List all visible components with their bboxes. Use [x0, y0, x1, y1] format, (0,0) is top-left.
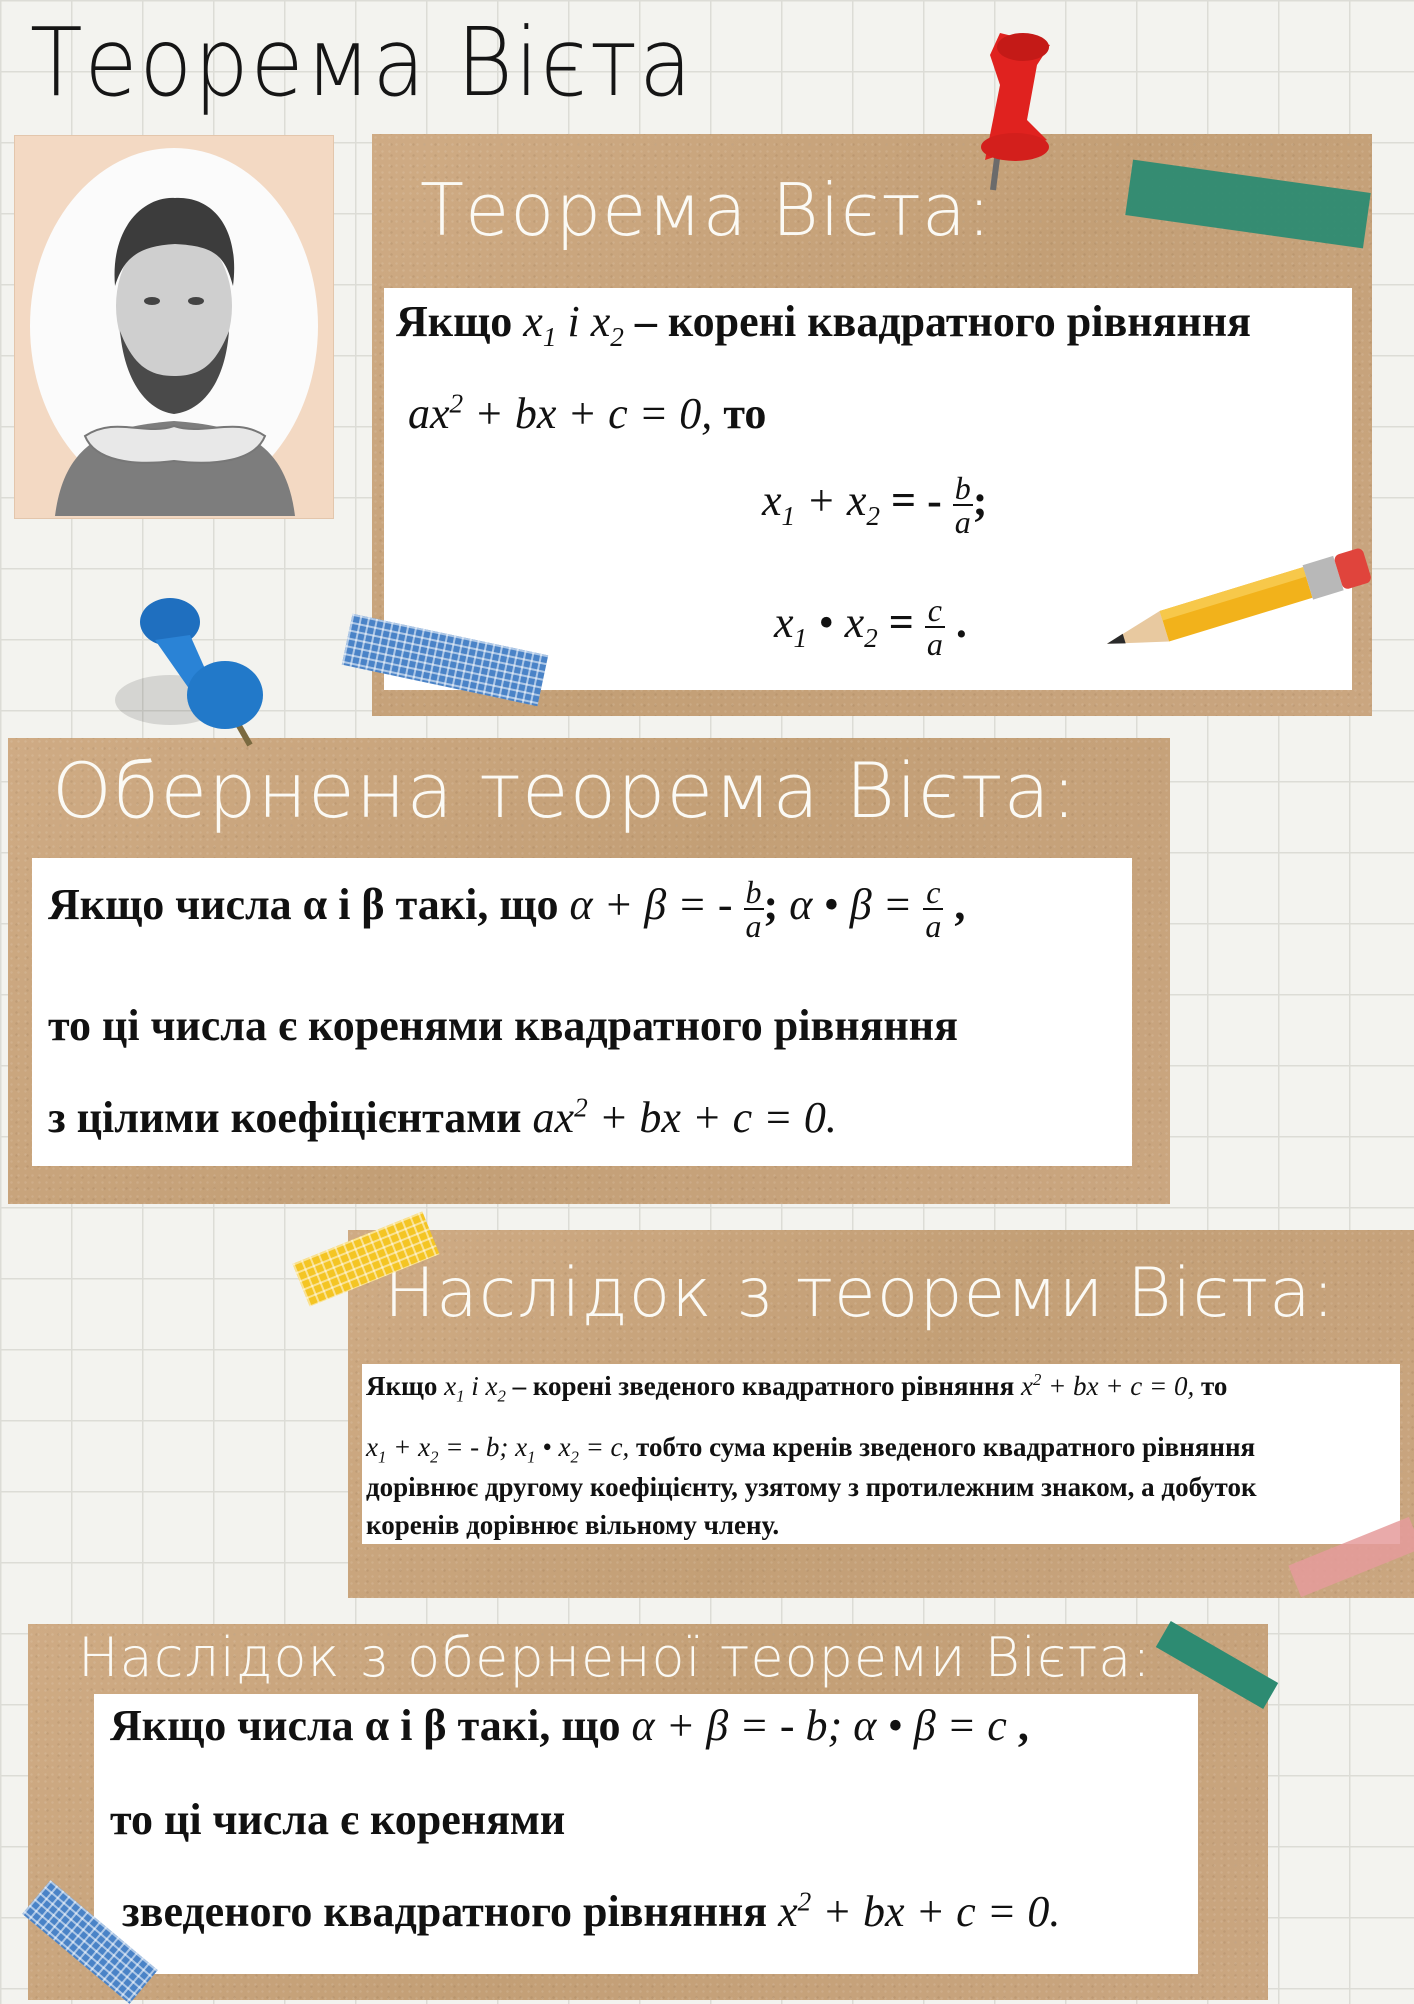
cc-line1 — [110, 1700, 1029, 1751]
cc-line3-prefix: зведеного квадратного рівняння — [122, 1887, 768, 1936]
cor2-plus: + x — [393, 1432, 431, 1462]
corollary-x2-sub: 2 — [497, 1386, 506, 1406]
corollary-prefix: Якщо — [366, 1371, 438, 1401]
page-title: Теорема Вієта — [30, 8, 694, 118]
corollary-eq-rest: + bx + c = 0, — [1048, 1371, 1195, 1401]
converse-eq-exp: 2 — [574, 1092, 588, 1123]
sum-end: ; — [972, 476, 988, 526]
cor2-rest: тобто сума кренів зведеного квадратного рівняння — [636, 1432, 1256, 1462]
theorem-eq-then: то — [723, 389, 767, 438]
cc-line1-math: α + β = - b; α • β = c — [631, 1701, 1007, 1750]
theorem-line1-suffix: – корені квадратного рівняння — [634, 297, 1251, 346]
sum-x1-sub: 1 — [781, 500, 796, 531]
converse-end: , — [954, 880, 966, 930]
cor2-x2-sub: 2 — [430, 1447, 439, 1467]
corollary-line1 — [366, 1370, 1227, 1406]
corollary-x1-sub: 1 — [456, 1386, 465, 1406]
sum-den: a — [954, 504, 971, 540]
theorem-line1 — [396, 296, 1251, 353]
corollary-eq-exp: 2 — [1032, 1370, 1042, 1389]
theorem-eq-rest: + bx + c = 0, — [474, 389, 713, 438]
corollary-mid: – корені зведеного квадратного рівняння — [512, 1371, 1015, 1401]
sum-eq: = - — [891, 476, 942, 526]
prod-den: a — [926, 626, 943, 662]
cc-line2: то ці числа є коренями — [110, 1795, 566, 1844]
blue-pushpin-icon — [110, 590, 280, 760]
converse-prod: α • β = — [789, 880, 913, 930]
cor2-eq: = - b; x — [445, 1432, 528, 1462]
theorem-x1-sub: 1 — [542, 321, 557, 352]
converse-num-c: c — [923, 876, 943, 910]
cc-line1-prefix: Якщо числа α і β такі, що — [110, 1701, 621, 1750]
card-converse-title: Обернена теорема Вієта: — [52, 746, 1078, 835]
converse-sum: α + β = - — [569, 880, 733, 930]
converse-line1-prefix: Якщо числа α і β такі, що — [48, 880, 559, 930]
prod-fraction — [925, 594, 945, 660]
cor2-x1: x — [366, 1432, 378, 1462]
theorem-line1-prefix: Якщо — [396, 297, 513, 346]
converse-den-a: a — [745, 908, 762, 944]
theorem-x1: x — [523, 297, 543, 346]
corollary-x2: x — [485, 1371, 498, 1401]
corollary-line2 — [366, 1432, 1255, 1467]
prod-end: . — [955, 598, 967, 648]
cor2-dot: • x — [542, 1432, 571, 1462]
sum-fraction — [953, 472, 973, 538]
cc-line1-end: , — [1017, 1701, 1029, 1750]
cc-eq-x: x — [778, 1887, 798, 1936]
theorem-x2: x — [590, 297, 611, 346]
cor2-x1b-sub: 1 — [527, 1447, 536, 1467]
portrait-image — [15, 136, 333, 518]
corollary-eq-x: x — [1020, 1371, 1033, 1401]
card-theorem-title: Теорема Вієта: — [420, 168, 993, 252]
cor2-x1-sub: 1 — [377, 1447, 387, 1467]
theorem-and: і — [567, 297, 580, 346]
theorem-equation — [408, 388, 766, 439]
converse-line3 — [48, 1092, 837, 1143]
corollary-then: то — [1200, 1371, 1228, 1401]
theorem-sum — [762, 472, 987, 538]
converse-eq-a: ax — [532, 1093, 575, 1142]
sum-plus: + x — [806, 476, 867, 526]
sum-num: b — [954, 470, 971, 506]
prod-eq: = — [888, 598, 914, 648]
sum-x2-sub: 2 — [866, 500, 881, 531]
pencil-icon — [1090, 545, 1390, 655]
theorem-eq-a: ax — [408, 389, 450, 438]
cor2-x2b-sub: 2 — [570, 1447, 579, 1467]
theorem-product — [774, 594, 967, 660]
theorem-x2-sub: 2 — [610, 321, 624, 352]
sum-x1: x — [762, 476, 782, 526]
converse-num-b: b — [745, 874, 762, 910]
card-converse-corollary-title: Наслідок з оберненої теореми Вієта: — [78, 1626, 1152, 1689]
red-pushpin-icon — [955, 25, 1065, 195]
converse-sep: ; — [763, 880, 779, 930]
converse-line3-prefix: з цілими коефіцієнтами — [48, 1093, 522, 1142]
cc-eq-exp: 2 — [797, 1886, 812, 1917]
portrait-viete — [14, 135, 334, 519]
cor2-eq2: = c, — [585, 1432, 630, 1462]
prod-num: c — [925, 594, 945, 628]
corollary-line3: дорівнює другому коефіцієнту, узятому з протилежним знаком, а добуток — [366, 1472, 1257, 1502]
converse-frac-c — [923, 876, 943, 942]
prod-dot: • x — [818, 598, 865, 648]
theorem-eq-exp: 2 — [449, 388, 464, 419]
prod-x2-sub: 2 — [864, 622, 878, 653]
prod-x1: x — [774, 598, 794, 648]
converse-eq-rest: + bx + c = 0. — [598, 1093, 837, 1142]
card-corollary-title: Наслідок з теореми Вієта: — [384, 1254, 1336, 1333]
cc-line3 — [122, 1886, 1060, 1937]
converse-frac-b — [744, 876, 764, 942]
converse-line1 — [48, 876, 965, 942]
corollary-x1: x — [444, 1371, 457, 1401]
prod-x1-sub: 1 — [793, 622, 808, 653]
cc-eq-rest: + bx + c = 0. — [822, 1887, 1061, 1936]
corollary-and: і — [471, 1371, 479, 1401]
converse-line2: то ці числа є коренями квадратного рівняння — [48, 1001, 958, 1050]
corollary-line4: коренів дорівнює вільному члену. — [366, 1510, 780, 1540]
converse-den-a2: a — [925, 908, 942, 944]
